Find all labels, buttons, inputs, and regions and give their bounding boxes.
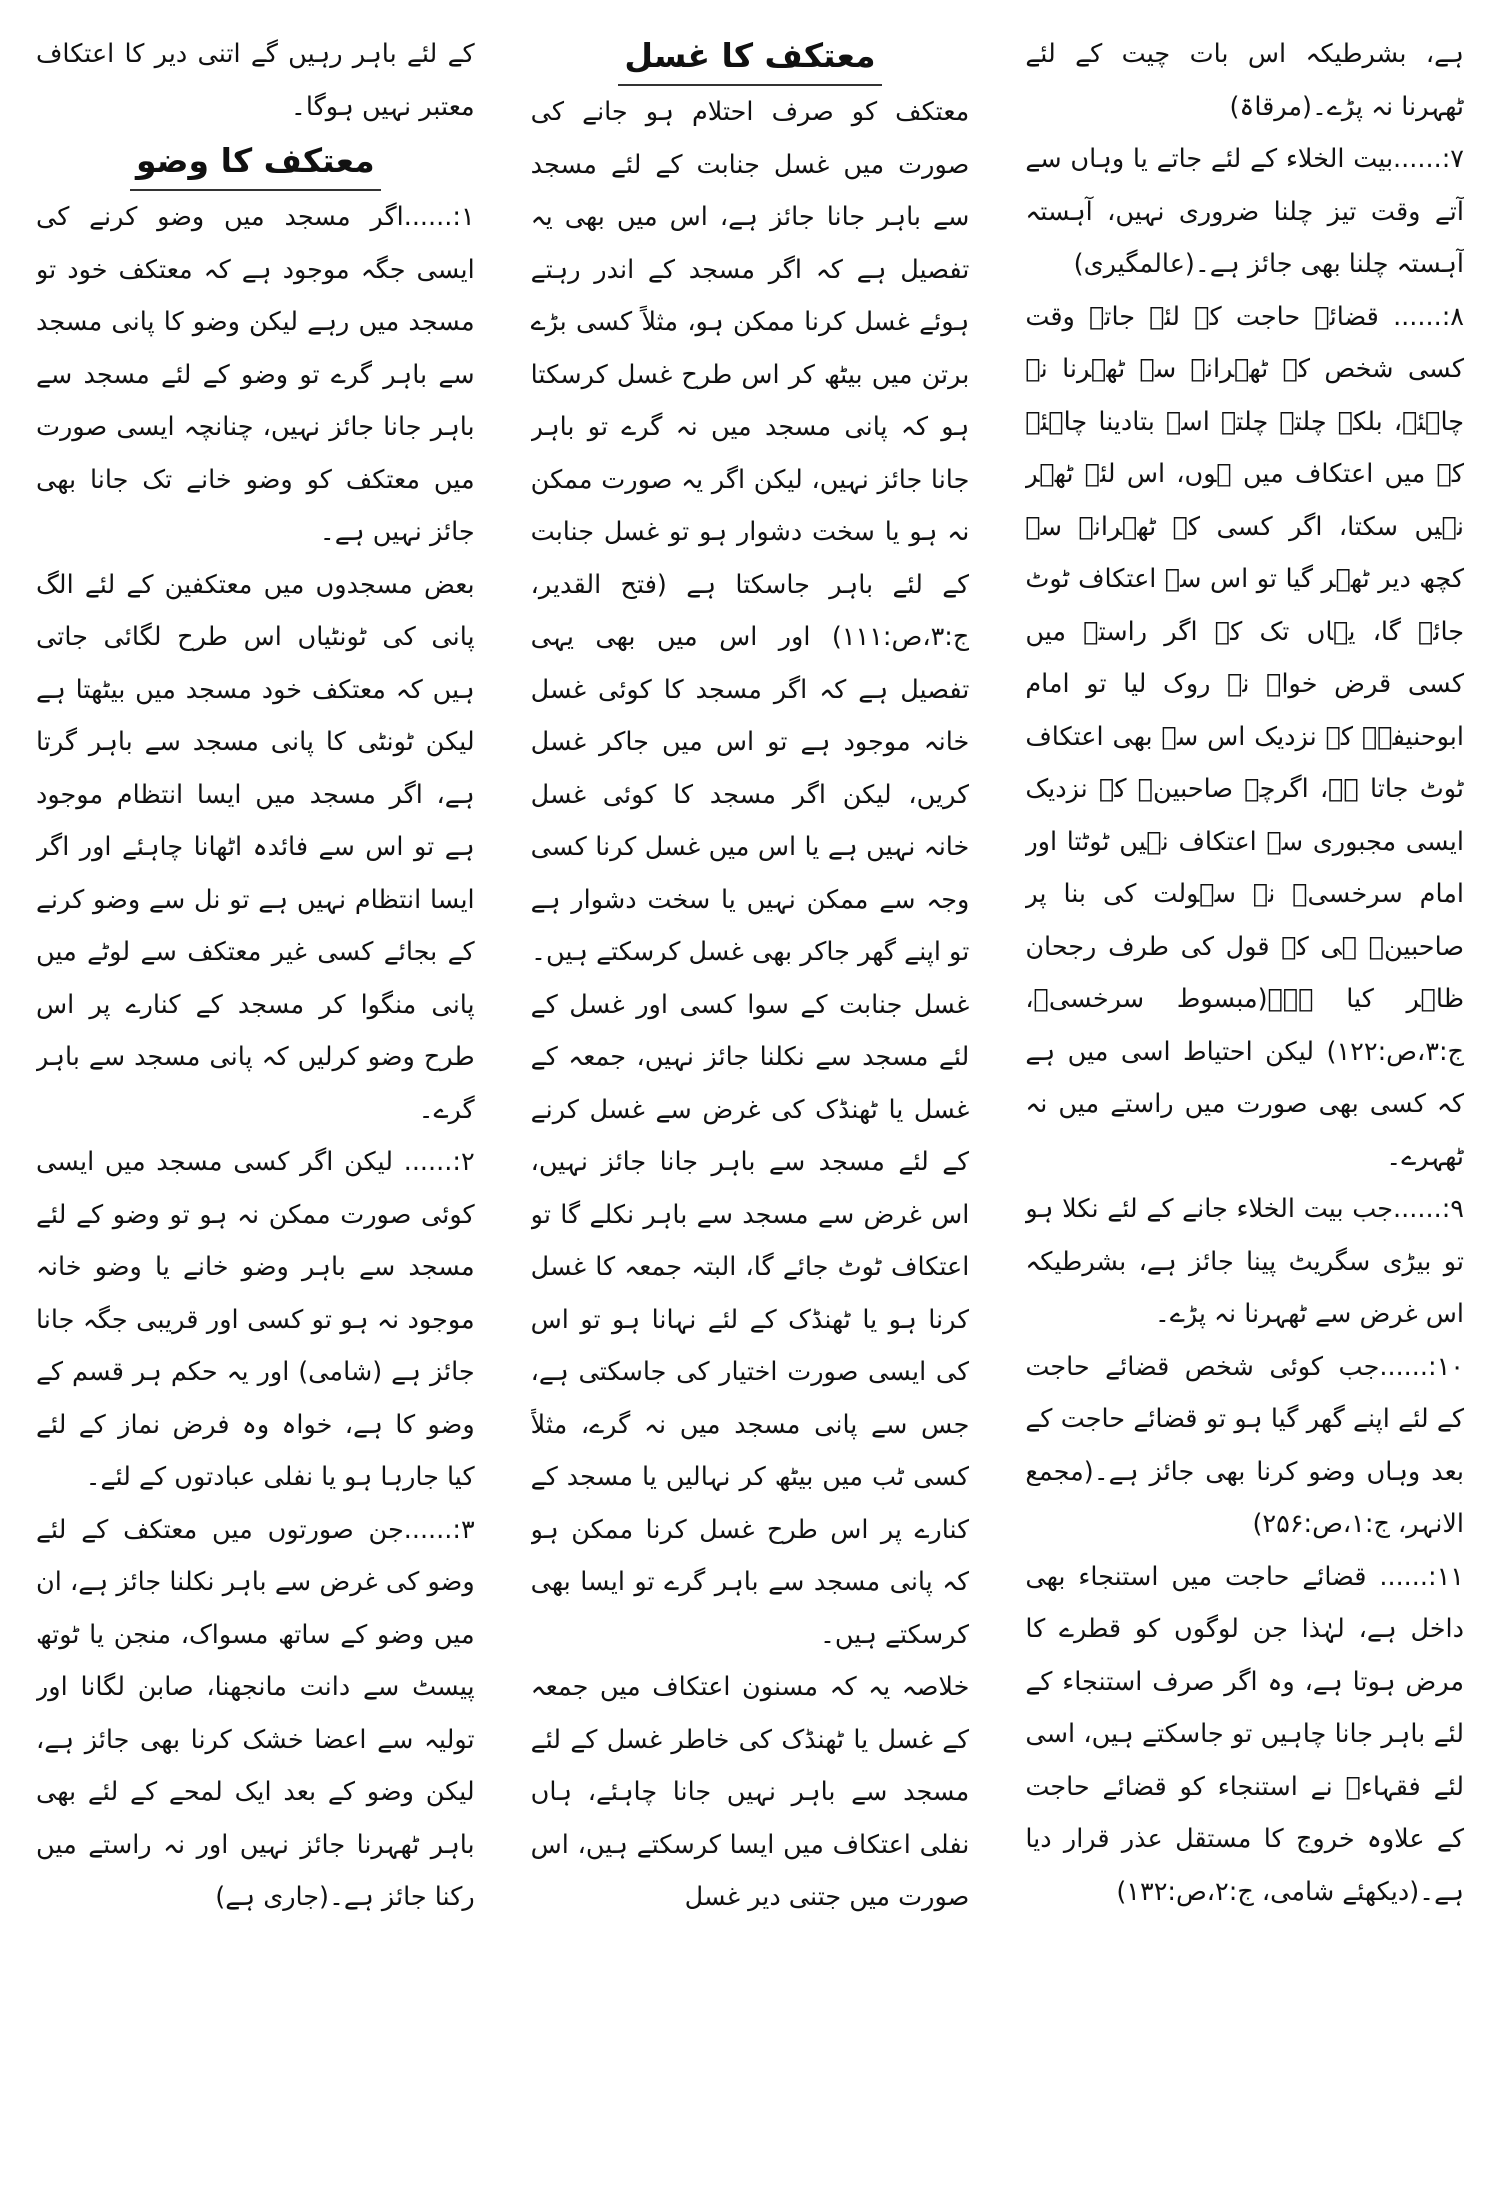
- paragraph: معتکف کو صرف احتلام ہو جانے کی صورت میں غسل جنابت کے لئے مسجد سے باہر جانا جائز ہے، اس میں بھی یہ تفصیل ہے کہ اگر مسجد کے اندر رہتے ہوئے غسل کرنا ممکن ہو، مثلاً کسی بڑے برتن میں بیٹھ کر اس طرح غسل کرسکتا ہو کہ پانی مسجد میں نہ گرے تو باہر جانا جائز نہیں، لیکن اگر یہ صورت ممکن نہ ہو یا سخت دشوار ہو تو غسل جنابت کے لئے باہر جاسکتا ہے (فتح القدیر، ج:۳،ص:۱۱۱) اور اس میں بھی یہی تفصیل ہے کہ اگر مسجد کا کوئی غسل خانہ موجود ہے تو اس میں جاکر غسل کریں، لیکن اگر مسجد کا کوئی غسل خانہ نہیں ہے یا اس میں غسل کرنا کسی وجہ سے ممکن نہیں یا سخت دشوار ہے تو اپنے گھر جاکر بھی غسل کرسکتے ہیں۔: [530, 97, 970, 967]
- column-right: [1025, 28, 1464, 2176]
- paragraph: ۲:...... لیکن اگر کسی مسجد میں ایسی کوئی صورت ممکن نہ ہو تو وضو کے لئے مسجد سے باہر وضو خانے یا وضو خانہ موجود نہ ہو تو کسی اور قریبی جگہ جانا جائز ہے (شامی) اور یہ حکم ہر قسم کے وضو کا ہے، خواہ وہ فرض نماز کے لئے کیا جارہا ہو یا نفلی عبادتوں کے لئے۔: [35, 1147, 475, 1492]
- paragraph: ۸:...... قضائے حاجت کے لئے جاتے وقت کسی شخص کے ٹھہرانے سے ٹھہرنا نہ چاہئے، بلکہ چلتے چلتے اسے بتادینا چاہئے کہ میں اعتکاف میں ہوں، اس لئے ٹھہر نہیں سکتا، اگر کسی کے ٹھہرانے سے کچھ دیر ٹھہر گیا تو اس سے اعتکاف ٹوٹ جائے گا، یہاں تک کہ اگر راستے میں کسی قرض خواہ نے روک لیا تو امام ابوحنیفہؒ کے نزدیک اس سے بھی اعتکاف ٹوٹ جاتا ہے، اگرچہ صاحبینؒ کے نزدیک ایسی مجبوری سے اعتکاف نہیں ٹوٹتا اور امام سرخسیؒ نے سہولت کی بنا پر صاحبینؒ ہی کے قول کی طرف رجحان ظاہر کیا ہے۔(مبسوط سرخسیؒ، ج:۳،ص:۱۲۲) لیکن احتیاط اسی میں ہے کہ کسی بھی صورت میں راستے میں نہ ٹھہرے۔: [1025, 301, 1464, 1172]
- paragraph: غسل جنابت کے سوا کسی اور غسل کے لئے مسجد سے نکلنا جائز نہیں، جمعہ کے غسل یا ٹھنڈک کی غرض سے غسل کرنے کے لئے مسجد سے باہر جانا جائز نہیں، اس غرض سے مسجد سے باہر نکلے گا تو اعتکاف ٹوٹ جائے گا، البتہ جمعہ کا غسل کرنا ہو یا ٹھنڈک کے لئے نہانا ہو تو اس کی ایسی صورت اختیار کی جاسکتی ہے، جس سے پانی مسجد میں نہ گرے، مثلاً کسی ٹب میں بیٹھ کر نہالیں یا مسجد کے کنارے پر اس طرح غسل کرنا ممکن ہو کہ پانی مسجد سے باہر گرے تو ایسا بھی کرسکتے ہیں۔: [530, 989, 970, 1650]
- paragraph: ہے، بشرطیکہ اس بات چیت کے لئے ٹھہرنا نہ پڑے۔(مرقاۃ): [1025, 39, 1464, 122]
- paragraph: ۱:......اگر مسجد میں وضو کرنے کی ایسی جگہ موجود ہے کہ معتکف خود تو مسجد میں رہے لیکن وضو کا پانی مسجد سے باہر گرے تو وضو کے لئے مسجد سے باہر جانا جائز نہیں، چنانچہ ایسی صورت میں معتکف کو وضو خانے تک جانا بھی جائز نہیں ہے۔: [35, 202, 475, 547]
- paragraph: ۱۰:......جب کوئی شخص قضائے حاجت کے لئے اپنے گھر گیا ہو تو قضائے حاجت کے بعد وہاں وضو کرنا بھی جائز ہے۔(مجمع الانہر، ج:۱،ص:۲۵۶): [1025, 1351, 1464, 1539]
- paragraph: ۱۱:...... قضائے حاجت میں استنجاء بھی داخل ہے، لہٰذا جن لوگوں کو قطرے کا مرض ہوتا ہے، وہ اگر صرف استنجاء کے لئے باہر جانا چاہیں تو جاسکتے ہیں، اسی لئے فقہاءؒ نے استنجاء کو قضائے حاجت کے علاوہ خروج کا مستقل عذر قرار دیا ہے۔(دیکھئے شامی، ج:۲،ص:۱۳۲): [1025, 1561, 1464, 1907]
- paragraph: بعض مسجدوں میں معتکفین کے لئے الگ پانی کی ٹونٹیاں اس طرح لگائی جاتی ہیں کہ معتکف خود مسجد میں بیٹھتا ہے لیکن ٹونٹی کا پانی مسجد سے باہر گرتا ہے، اگر مسجد میں ایسا انتظام موجود ہے تو اس سے فائدہ اٹھانا چاہئے اور اگر ایسا انتظام نہیں ہے تو نل سے وضو کرنے کے بجائے کسی غیر معتکف سے لوٹے میں پانی منگوا کر مسجد کے کنارے پر اس طرح وضو کرلیں کہ پانی مسجد سے باہر گرے۔: [35, 569, 475, 1125]
- section-heading: [531, 28, 970, 86]
- paragraph: کے لئے باہر رہیں گے اتنی دیر کا اعتکاف معتبر نہیں ہوگا۔: [35, 39, 475, 122]
- paragraph: ۷:......بیت الخلاء کے لئے جاتے یا وہاں سے آتے وقت تیز چلنا ضروری نہیں، آہستہ آہستہ چلنا بھی جائز ہے۔(عالمگیری): [1025, 144, 1464, 279]
- column-middle: [531, 28, 970, 2176]
- section-heading: [36, 133, 475, 191]
- column-left: [36, 28, 475, 2176]
- paragraph: ۹:......جب بیت الخلاء جانے کے لئے نکلا ہو تو بیڑی سگریٹ پینا جائز ہے، بشرطیکہ اس غرض سے ٹھہرنا نہ پڑے۔: [1025, 1194, 1464, 1329]
- section-heading-text: معتکف کا غسل: [618, 28, 881, 86]
- section-heading-text: معتکف کا وضو: [130, 133, 381, 191]
- paragraph: ۳:......جن صورتوں میں معتکف کے لئے وضو کی غرض سے باہر نکلنا جائز ہے، ان میں وضو کے ساتھ مسواک، منجن یا ٹوتھ پیسٹ سے دانت مانجھنا، صابن لگانا اور تولیہ سے اعضا خشک کرنا بھی جائز ہے، لیکن وضو کے بعد ایک لمحے کے لئے بھی باہر ٹھہرنا جائز نہیں اور نہ راستے میں رکنا جائز ہے۔(جاری ہے): [35, 1514, 475, 1912]
- paragraph: خلاصہ یہ کہ مسنون اعتکاف میں جمعہ کے غسل یا ٹھنڈک کی خاطر غسل کے لئے مسجد سے باہر نہیں جانا چاہئے، ہاں نفلی اعتکاف میں ایسا کرسکتے ہیں، اس صورت میں جتنی دیر غسل: [530, 1672, 970, 1912]
